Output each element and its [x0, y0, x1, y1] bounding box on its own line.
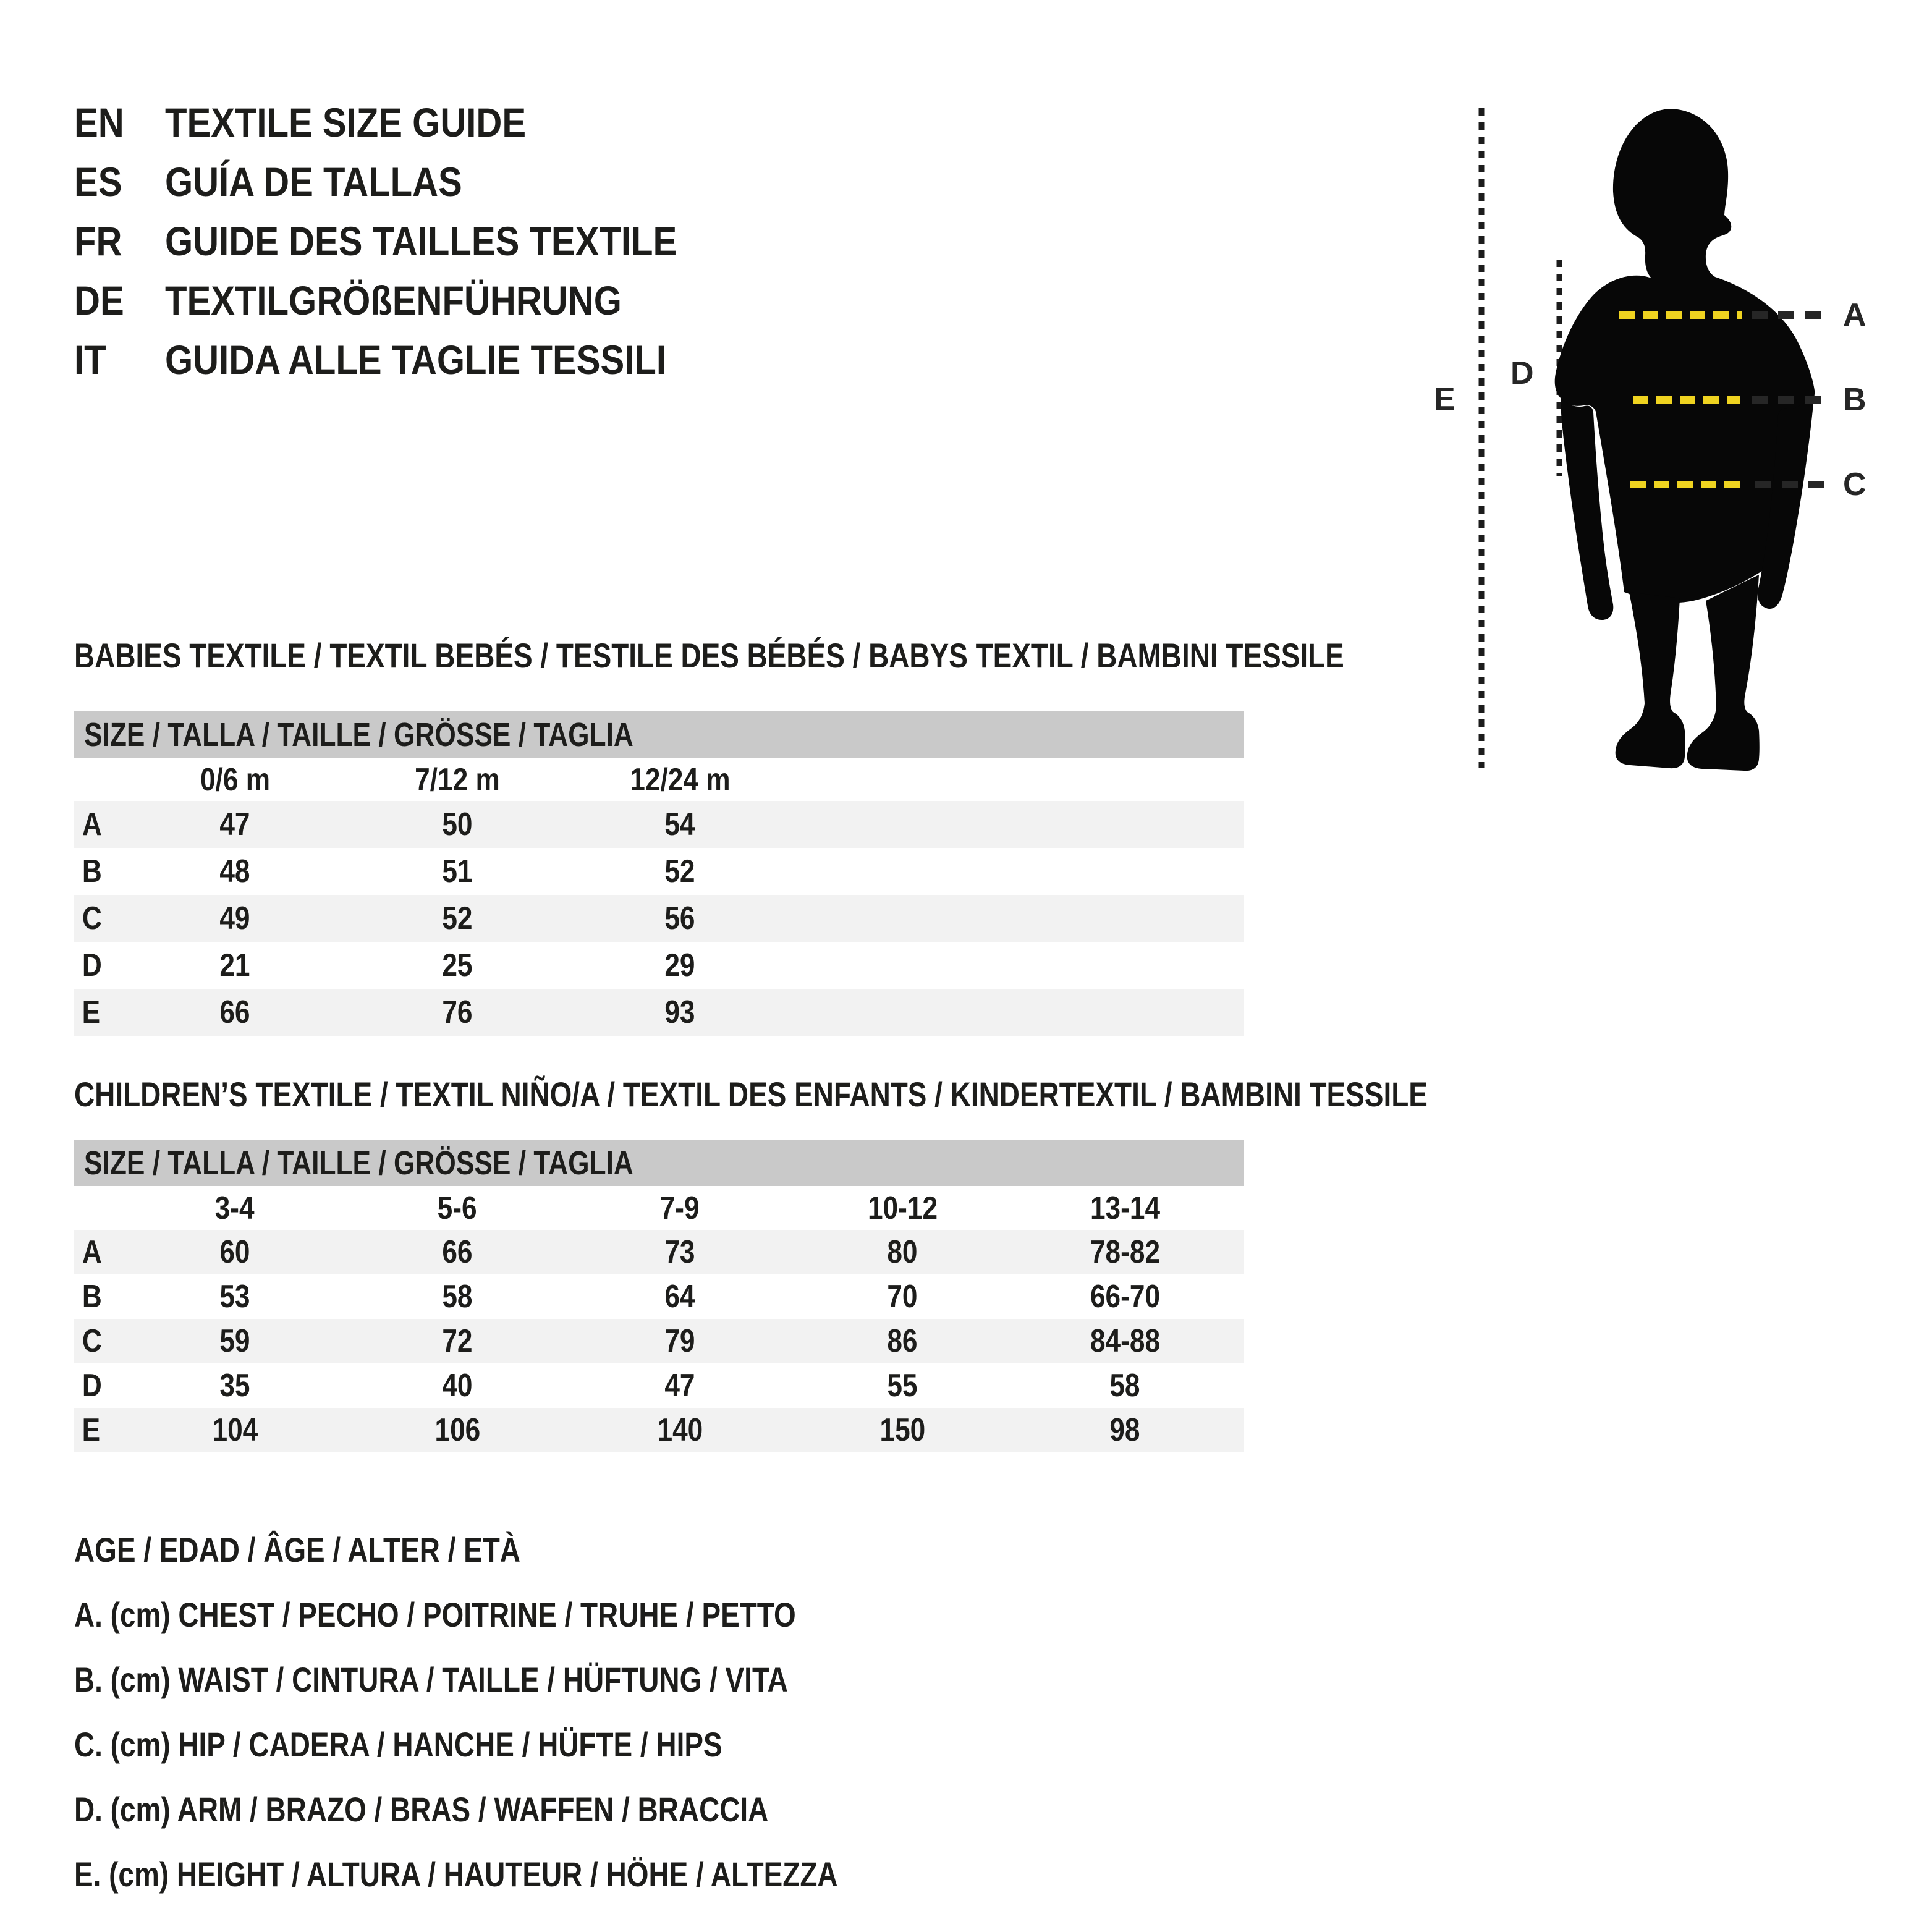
cell-value: 53	[219, 1279, 250, 1315]
cell	[1014, 1323, 1236, 1360]
cell-value: 64	[664, 1279, 695, 1315]
legend-row-height	[74, 1842, 1006, 1907]
cell-value: 73	[664, 1234, 695, 1270]
measurement-legend	[74, 1517, 1006, 1907]
lang-title	[165, 336, 735, 383]
row-label-text: E	[82, 994, 101, 1030]
cell	[346, 1412, 569, 1449]
cell-value: 79	[664, 1323, 695, 1359]
cell	[124, 806, 346, 843]
row-label	[74, 1367, 124, 1404]
size-header-text: SIZE / TALLA / TAILLE / GRÖSSE / TAGLIA	[84, 1145, 633, 1182]
cell	[569, 1323, 791, 1360]
cell	[124, 947, 346, 984]
cell-value: 98	[1109, 1412, 1140, 1448]
legend-text: AGE / EDAD / ÂGE / ALTER / ETÀ	[74, 1530, 521, 1569]
row-label-text: D	[82, 1368, 102, 1404]
legend-row-age	[74, 1517, 1006, 1582]
cell-value: 80	[887, 1234, 918, 1270]
cell-value: 140	[657, 1412, 703, 1448]
cell-value: 106	[434, 1412, 480, 1448]
row-label-text: C	[82, 1323, 102, 1359]
figure-label-chest-a: A	[1843, 297, 1866, 333]
lang-code-text: DE	[74, 278, 124, 323]
cell-value: 55	[887, 1368, 918, 1404]
cell-value: 58	[442, 1279, 473, 1315]
children-size-header-band	[74, 1140, 1244, 1186]
lang-code	[74, 336, 165, 383]
cell	[569, 1234, 791, 1271]
cell	[791, 1412, 1014, 1449]
cell-value: 35	[219, 1368, 250, 1404]
legend-text: E. (cm) HEIGHT / ALTURA / HAUTEUR / HÖHE / ALTEZZA	[74, 1855, 838, 1894]
children-heading-text: CHILDREN’S TEXTILE / TEXTIL NIÑO/A / TEXTIL DES ENFANTS / KINDERTEXTIL / BAMBINI TESSILE	[74, 1075, 1428, 1114]
cell-value: 56	[664, 900, 695, 936]
cell	[346, 947, 569, 984]
cell	[346, 853, 569, 890]
lang-code-text: EN	[74, 100, 124, 145]
cell-value: 50	[442, 807, 473, 842]
cell-value: 93	[664, 994, 695, 1030]
column-header-text: 0/6 m	[200, 761, 270, 798]
row-label-text: B	[82, 1279, 102, 1315]
legend-row-waist	[74, 1647, 1006, 1712]
cell-value: 52	[664, 854, 695, 889]
cell-value: 78-82	[1090, 1234, 1160, 1270]
cell	[346, 1278, 569, 1315]
legend-row-chest	[74, 1582, 1006, 1647]
cell	[791, 1323, 1014, 1360]
table-row-c	[74, 895, 1244, 942]
lang-title	[165, 158, 502, 205]
row-label	[74, 947, 124, 984]
silhouette-left-leg	[1616, 592, 1685, 768]
cell	[124, 853, 346, 890]
lang-title	[165, 277, 684, 324]
column-header-text: 3-4	[215, 1190, 255, 1226]
row-label	[74, 853, 124, 890]
row-label	[74, 994, 124, 1031]
lang-title-text: GUIDE DES TAILLES TEXTILE	[165, 218, 677, 264]
column-header-text: 13-14	[1090, 1190, 1160, 1226]
table-row-c	[74, 1319, 1244, 1363]
cell	[346, 1323, 569, 1360]
table-row-a	[74, 801, 1244, 848]
babies-size-header-band	[74, 711, 1244, 758]
column-header	[124, 1190, 346, 1227]
table-row-e	[74, 1408, 1244, 1452]
measurement-figure	[1434, 74, 1904, 791]
cell-value: 66-70	[1090, 1279, 1160, 1315]
figure-label-waist-b: B	[1843, 382, 1866, 418]
cell-value: 52	[442, 900, 473, 936]
lang-row-it	[74, 330, 747, 389]
lang-row-de	[74, 271, 747, 330]
cell	[124, 900, 346, 937]
cell-value: 49	[219, 900, 250, 936]
column-header	[346, 1190, 569, 1227]
row-label	[74, 1234, 124, 1271]
cell	[346, 1234, 569, 1271]
cell-value: 51	[442, 854, 473, 889]
cell	[124, 1367, 346, 1404]
cell	[346, 1367, 569, 1404]
babies-size-table	[74, 711, 1244, 1036]
cell	[346, 806, 569, 843]
table-row-b	[74, 1274, 1244, 1319]
cell	[791, 1367, 1014, 1404]
language-title-list	[74, 93, 747, 389]
column-header	[1014, 1190, 1236, 1227]
lang-row-es	[74, 152, 747, 211]
cell	[569, 1278, 791, 1315]
row-label-text: E	[82, 1412, 101, 1448]
lang-title-text: GUÍA DE TALLAS	[165, 159, 462, 205]
children-column-header-row	[74, 1186, 1244, 1230]
legend-text: C. (cm) HIP / CADERA / HANCHE / HÜFTE / HIPS	[74, 1725, 722, 1764]
cell-value: 40	[442, 1368, 473, 1404]
figure-label-height-e: E	[1434, 381, 1455, 417]
cell-value: 48	[219, 854, 250, 889]
children-section-heading	[74, 1075, 1725, 1114]
cell-value: 150	[879, 1412, 925, 1448]
column-header-text: 10-12	[867, 1190, 938, 1226]
lang-code	[74, 277, 165, 324]
column-header-text: 7/12 m	[415, 761, 500, 798]
table-row-d	[74, 1363, 1244, 1408]
lang-title-text: GUIDA ALLE TAGLIE TESSILI	[165, 337, 666, 383]
cell	[346, 900, 569, 937]
cell-value: 66	[219, 994, 250, 1030]
figure-label-arm-d: D	[1510, 355, 1534, 391]
row-label	[74, 900, 124, 937]
lang-row-en	[74, 93, 747, 152]
cell	[124, 1323, 346, 1360]
column-header-text: 12/24 m	[629, 761, 731, 798]
cell	[124, 1412, 346, 1449]
cell-value: 54	[664, 807, 695, 842]
lang-code	[74, 99, 165, 146]
lang-code-text: FR	[74, 218, 122, 264]
lang-title-text: TEXTILGRÖßENFÜHRUNG	[165, 278, 622, 323]
cell-value: 47	[664, 1368, 695, 1404]
row-label	[74, 1323, 124, 1360]
column-header	[124, 761, 346, 799]
column-header-text: 5-6	[438, 1190, 477, 1226]
cell	[124, 994, 346, 1031]
cell	[124, 1278, 346, 1315]
column-header	[791, 1190, 1014, 1227]
lang-title	[165, 218, 747, 265]
table-row-d	[74, 942, 1244, 989]
lang-code-text: ES	[74, 159, 122, 205]
cell-value: 70	[887, 1279, 918, 1315]
babies-heading-text: BABIES TEXTILE / TEXTIL BEBÉS / TESTILE DES BÉBÉS / BABYS TEXTIL / BAMBINI TESSILE	[74, 636, 1344, 675]
cell-value: 76	[442, 994, 473, 1030]
row-label	[74, 806, 124, 843]
cell-value: 60	[219, 1234, 250, 1270]
cell	[569, 853, 791, 890]
lang-code-text: IT	[74, 337, 106, 383]
column-header	[569, 761, 791, 799]
row-label-text: A	[82, 807, 102, 842]
cell	[1014, 1234, 1236, 1271]
cell	[569, 900, 791, 937]
lang-title-text: TEXTILE SIZE GUIDE	[165, 100, 527, 145]
cell-value: 29	[664, 947, 695, 983]
cell	[791, 1278, 1014, 1315]
table-row-e	[74, 989, 1244, 1036]
cell-value: 21	[219, 947, 250, 983]
cell-value: 47	[219, 807, 250, 842]
children-size-table	[74, 1140, 1244, 1452]
cell	[1014, 1367, 1236, 1404]
table-row-a	[74, 1230, 1244, 1274]
cell	[1014, 1412, 1236, 1449]
legend-row-hip	[74, 1712, 1006, 1777]
cell	[346, 994, 569, 1031]
lang-title	[165, 99, 575, 146]
cell-value: 59	[219, 1323, 250, 1359]
cell-value: 104	[212, 1412, 258, 1448]
legend-row-arm	[74, 1777, 1006, 1842]
cell	[124, 1234, 346, 1271]
row-label-text: C	[82, 900, 102, 936]
cell-value: 72	[442, 1323, 473, 1359]
lang-code	[74, 158, 165, 205]
cell-value: 86	[887, 1323, 918, 1359]
cell	[569, 947, 791, 984]
row-label	[74, 1412, 124, 1449]
figure-label-hip-c: C	[1843, 467, 1866, 502]
table-row-b	[74, 848, 1244, 895]
cell	[569, 1367, 791, 1404]
cell	[569, 994, 791, 1031]
legend-text: A. (cm) CHEST / PECHO / POITRINE / TRUHE / PETTO	[74, 1595, 796, 1634]
cell	[569, 1412, 791, 1449]
legend-text: B. (cm) WAIST / CINTURA / TAILLE / HÜFTUNG / VITA	[74, 1660, 788, 1699]
babies-column-header-row	[74, 758, 1244, 801]
row-label-text: A	[82, 1234, 102, 1270]
column-header	[346, 761, 569, 799]
child-silhouette-diagram	[1434, 74, 1904, 791]
legend-text: D. (cm) ARM / BRAZO / BRAS / WAFFEN / BRACCIA	[74, 1790, 769, 1829]
lang-row-fr	[74, 211, 747, 271]
row-label	[74, 1278, 124, 1315]
size-header-text: SIZE / TALLA / TAILLE / GRÖSSE / TAGLIA	[84, 716, 633, 753]
row-label-text: B	[82, 854, 102, 889]
column-header-text: 7-9	[660, 1190, 700, 1226]
cell	[791, 1234, 1014, 1271]
cell-value: 84-88	[1090, 1323, 1160, 1359]
cell-value: 66	[442, 1234, 473, 1270]
babies-section-heading	[74, 637, 1623, 675]
cell-value: 25	[442, 947, 473, 983]
lang-code	[74, 218, 165, 265]
column-header	[569, 1190, 791, 1227]
row-label-text: D	[82, 947, 102, 983]
silhouette-right-leg	[1687, 575, 1760, 771]
cell-value: 58	[1109, 1368, 1140, 1404]
cell	[1014, 1278, 1236, 1315]
cell	[569, 806, 791, 843]
